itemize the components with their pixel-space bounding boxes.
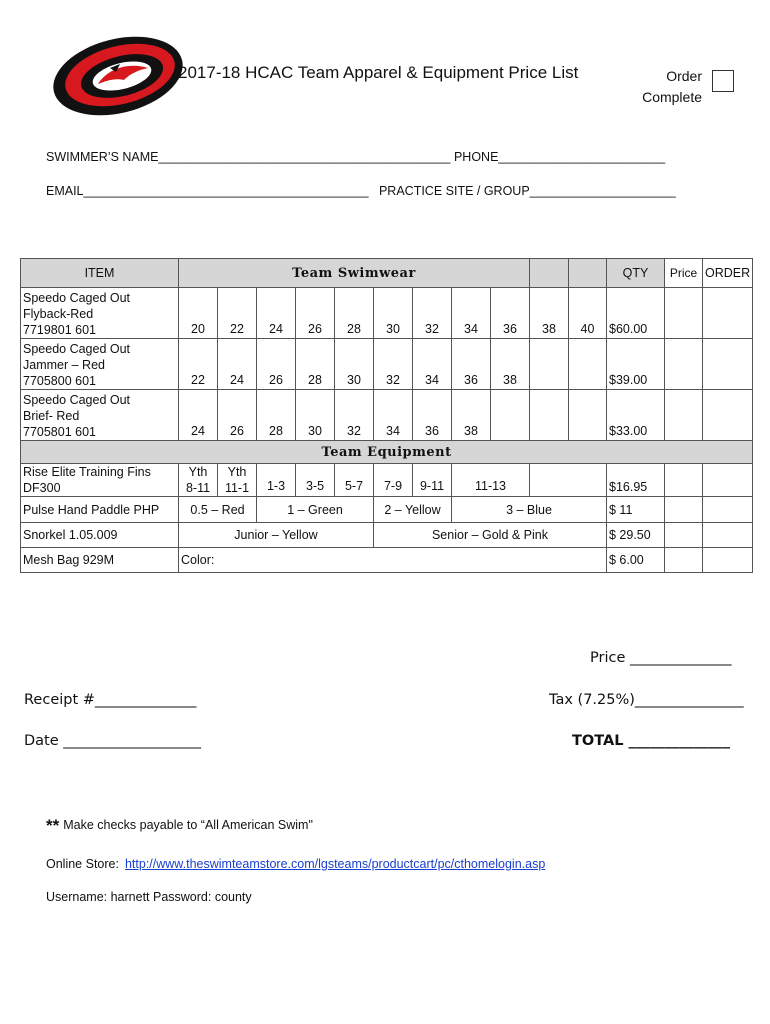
size-option[interactable]: 24: [179, 390, 218, 441]
paddle-option[interactable]: 0.5 – Red: [179, 497, 257, 523]
size-option[interactable]: 26: [218, 390, 257, 441]
item-name: Mesh Bag 929M: [21, 548, 179, 573]
size-option[interactable]: Yth 8-11: [179, 464, 218, 497]
size-option[interactable]: 1-3: [257, 464, 296, 497]
size-option[interactable]: 28: [257, 390, 296, 441]
date-field[interactable]: Date ___________________: [24, 733, 202, 749]
qty-cell[interactable]: [665, 390, 703, 441]
col-price-header: Price: [665, 259, 703, 288]
size-option[interactable]: 20: [179, 288, 218, 339]
credentials: Username: harnett Password: county: [46, 890, 252, 904]
qty-cell[interactable]: [665, 288, 703, 339]
item-price: $60.00: [607, 288, 665, 339]
item-name: Pulse Hand Paddle PHP: [21, 497, 179, 523]
order-cell[interactable]: [703, 339, 753, 390]
size-option[interactable]: 26: [257, 339, 296, 390]
size-option[interactable]: 30: [335, 339, 374, 390]
total-field[interactable]: TOTAL ______________: [572, 733, 730, 749]
order-cell[interactable]: [703, 288, 753, 339]
size-option[interactable]: 24: [257, 288, 296, 339]
size-option[interactable]: 34: [452, 288, 491, 339]
size-option[interactable]: 28: [335, 288, 374, 339]
item-price: $33.00: [607, 390, 665, 441]
email-practice-field[interactable]: EMAIL_________________________________________ PRACTICE SITE / GROUP_____________________: [46, 184, 676, 198]
table-row: [21, 523, 753, 548]
item-price: $39.00: [607, 339, 665, 390]
table-row: [21, 548, 753, 573]
qty-cell[interactable]: [665, 497, 703, 523]
table-row: [21, 497, 753, 523]
size-option[interactable]: 3-5: [296, 464, 335, 497]
size-option[interactable]: 24: [218, 339, 257, 390]
payment-note: ** Make checks payable to “All American Swim": [46, 816, 313, 835]
size-option[interactable]: 26: [296, 288, 335, 339]
order-complete-checkbox[interactable]: [712, 70, 734, 92]
table-row: [21, 464, 753, 497]
table-row: [21, 339, 753, 390]
col-qty-header: QTY: [607, 259, 665, 288]
size-option[interactable]: 22: [218, 288, 257, 339]
qty-cell[interactable]: [665, 464, 703, 497]
size-option[interactable]: 36: [413, 390, 452, 441]
item-name: Speedo Caged Out Brief- Red 7705801 601: [21, 390, 179, 441]
size-option[interactable]: 38: [530, 288, 569, 339]
col-item-header: ITEM: [21, 259, 179, 288]
size-option[interactable]: 22: [179, 339, 218, 390]
note-stars: **: [46, 816, 60, 835]
qty-cell[interactable]: [665, 339, 703, 390]
size-option[interactable]: 36: [491, 288, 530, 339]
qty-cell[interactable]: [665, 523, 703, 548]
size-option[interactable]: 30: [374, 288, 413, 339]
item-price: $ 6.00: [607, 548, 665, 573]
snorkel-option[interactable]: Junior – Yellow: [179, 523, 374, 548]
qty-cell[interactable]: [665, 548, 703, 573]
snorkel-option[interactable]: Senior – Gold & Pink: [374, 523, 607, 548]
size-option[interactable]: 34: [374, 390, 413, 441]
swimmer-name-phone-field[interactable]: SWIMMER’S NAME__________________________________________ PHONE________________________: [46, 150, 666, 164]
team-logo: [50, 34, 186, 118]
table-row: [21, 288, 753, 339]
section-equipment-row: [21, 441, 753, 464]
size-option[interactable]: 38: [452, 390, 491, 441]
size-option[interactable]: 9-11: [413, 464, 452, 497]
item-price: $16.95: [607, 464, 665, 497]
paddle-option[interactable]: 2 – Yellow: [374, 497, 452, 523]
online-store-label: Online Store:: [46, 857, 119, 871]
tax-field[interactable]: Tax (7.25%)_______________: [549, 692, 744, 708]
order-complete-label: Order Complete: [642, 68, 702, 105]
section-equipment-header: Team Equipment: [21, 441, 753, 464]
receipt-field[interactable]: Receipt #______________: [24, 692, 197, 708]
size-option[interactable]: 28: [296, 339, 335, 390]
size-option[interactable]: 36: [452, 339, 491, 390]
size-option[interactable]: Yth 11-1: [218, 464, 257, 497]
color-field[interactable]: Color:: [179, 548, 607, 573]
section-swimwear-header: Team Swimwear: [179, 259, 530, 288]
item-name: Speedo Caged Out Flyback-Red 7719801 601: [21, 288, 179, 339]
size-option[interactable]: 32: [374, 339, 413, 390]
table-header-row: [21, 259, 753, 288]
order-cell[interactable]: [703, 464, 753, 497]
item-price: $ 29.50: [607, 523, 665, 548]
paddle-option[interactable]: 3 – Blue: [452, 497, 607, 523]
size-option[interactable]: 7-9: [374, 464, 413, 497]
paddle-option[interactable]: 1 – Green: [257, 497, 374, 523]
size-option[interactable]: 5-7: [335, 464, 374, 497]
size-option[interactable]: 11-13: [452, 464, 530, 497]
item-price: $ 11: [607, 497, 665, 523]
size-option[interactable]: 30: [296, 390, 335, 441]
size-option[interactable]: 40: [569, 288, 607, 339]
item-name: Snorkel 1.05.009: [21, 523, 179, 548]
online-store: [46, 857, 545, 871]
page-title: 2017-18 HCAC Team Apparel & Equipment Price List: [178, 63, 579, 82]
size-option[interactable]: 32: [413, 288, 452, 339]
order-cell[interactable]: [703, 390, 753, 441]
price-field[interactable]: Price ______________: [590, 650, 732, 666]
size-option[interactable]: 38: [491, 339, 530, 390]
col-order-header: ORDER: [703, 259, 753, 288]
order-cell[interactable]: [703, 548, 753, 573]
online-store-link[interactable]: http://www.theswimteamstore.com/lgsteams/productcart/pc/cthomelogin.asp: [124, 857, 546, 871]
size-option[interactable]: 32: [335, 390, 374, 441]
table-row: [21, 390, 753, 441]
order-cell[interactable]: [703, 497, 753, 523]
item-name: Speedo Caged Out Jammer – Red 7705800 601: [21, 339, 179, 390]
price-list-table: [20, 258, 753, 573]
order-cell[interactable]: [703, 523, 753, 548]
item-name: Rise Elite Training Fins DF300: [21, 464, 179, 497]
size-option[interactable]: 34: [413, 339, 452, 390]
